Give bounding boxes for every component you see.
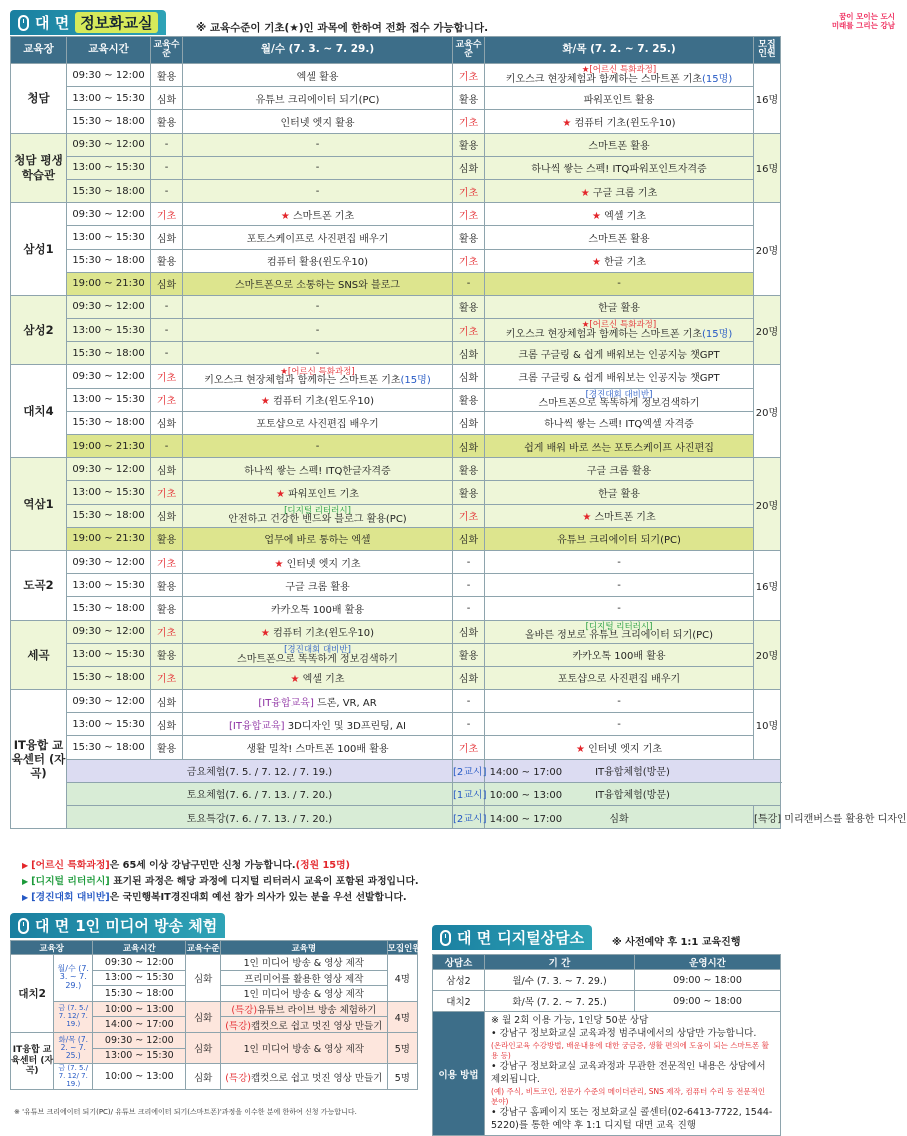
usage-text: ※ 월 2회 이용 가능, 1인당 50분 상담 • 강남구 정보화교실 교육과정 범주내에서의 상담만 가능합니다. (온라인교육 수강방법, 배운내용에 대한 궁금증, 생활 편의에 도움이 되는 스마트폰 활용 등) • 강남구 정보화교실 교육과정과 무관한 전문적인 내용은 상담에서 제외됩니다. (예) 주식, 비트코인, 전문가 수준의 메이더관리, SNS 제작, 컴퓨터 수리 등 전문적인 분야) • 강남구 홈페이지 또는 정보화교실 콜센터(02-6413-7722, 1544-5220)를 통한 예약 후 1:1 디지털 대면 교육 진행	[485, 1012, 781, 1136]
course-cell: -	[485, 597, 754, 620]
level-cell: 활용	[151, 597, 183, 620]
top-notice: ※ 교육수준이 기초(★)인 과목에 한하여 전화 접수 가능합니다.	[196, 22, 489, 34]
course-cell: ★ 구글 크롬 기초	[485, 179, 754, 202]
level-cell: 심화	[151, 87, 183, 110]
course-cell: [경진대회 대비반] 스마트폰으로 똑똑하게 정보검색하기	[183, 643, 453, 666]
level-cell: -	[453, 690, 485, 713]
course-cell: 컴퓨터 활용(윈도우10)	[183, 249, 453, 272]
time-cell: 13:00 ~ 15:30	[67, 574, 151, 597]
course-cell: 하나씩 쌓는 스펙! ITQ한글자격증	[183, 458, 453, 481]
time-cell: 09:30 ~ 12:00	[67, 133, 151, 156]
capacity-cell: 16명	[754, 133, 781, 203]
schedule-row: 금요체험(7. 5. / 7. 12. / 7. 19.) [2교시] 14:00 ~ 17:00 IT융합체험(방문)	[11, 759, 781, 782]
level-cell: 기초	[453, 319, 485, 342]
course-cell: 유튜브 크리에이터 되기(PC)	[485, 527, 754, 550]
course-cell: -	[485, 713, 754, 736]
capacity-cell: 20명	[754, 458, 781, 551]
col-level2: 교육수준	[453, 37, 485, 64]
course-cell: 포토샵으로 사진편집 배우기	[485, 666, 754, 689]
media-footnote: ※ '유튜브 크리에이터 되기(PC)/ 유튜브 크리에이터 되기(스마트폰)'과정을 이수한 분에 한하여 신청 가능합니다.	[14, 1108, 357, 1116]
time-cell: 13:00 ~ 15:30	[67, 481, 151, 504]
level-cell: 기초	[151, 388, 183, 411]
level-cell: 활용	[151, 527, 183, 550]
course-cell: 인터넷 엣지 활용	[183, 110, 453, 133]
time-cell: 15:30 ~ 18:00	[67, 249, 151, 272]
level-cell: 심화	[151, 504, 183, 527]
time-cell: 09:30 ~ 12:00	[67, 690, 151, 713]
badge-face: 대 면	[35, 14, 70, 32]
time-cell: 15:30 ~ 18:00	[67, 597, 151, 620]
course-cell: 하나씩 쌓는 스펙! ITQ파워포인트자격증	[485, 156, 754, 179]
course-cell: 크롬 구글링 & 쉽게 배워보는 인공지능 챗GPT	[485, 342, 754, 365]
level-cell: 기초	[453, 179, 485, 202]
level-cell: 활용	[151, 574, 183, 597]
level-cell: 활용	[453, 295, 485, 318]
schedule-row: 토요체험(7. 6. / 7. 13. / 7. 20.) [1교시] 10:00 ~ 13:00 IT융합체험(방문)	[11, 782, 781, 805]
time-cell: 13:00 ~ 15:30	[67, 713, 151, 736]
level-cell: -	[151, 435, 183, 458]
capacity-cell: 10명	[754, 690, 781, 760]
schedule-row: 토요특강(7. 6. / 7. 13. / 7. 20.) [2교시] 14:00 ~ 17:00 심화 [특강] 미리캔버스를 활용한 디자인	[11, 806, 781, 829]
course-cell: ★[어르신 특화과정] 키오스크 현장체험과 함께하는 스마트폰 기초(15명)	[485, 64, 754, 87]
level-cell: 심화	[151, 272, 183, 295]
course-cell: 카카오톡 100배 활용	[485, 643, 754, 666]
schedule-row	[11, 574, 781, 597]
course-cell: -	[183, 156, 453, 179]
level-cell: 활용	[453, 226, 485, 249]
level-cell: 기초	[453, 64, 485, 87]
level-cell: -	[453, 550, 485, 573]
level-cell: 심화	[453, 620, 485, 643]
time-cell: 13:00 ~ 15:30	[67, 319, 151, 342]
schedule-row	[11, 643, 781, 666]
level-cell: 활용	[453, 388, 485, 411]
main-section-badge	[10, 10, 166, 35]
schedule-row	[11, 110, 781, 133]
course-cell: 하나씩 쌓는 스펙! ITQ엑셀 자격증	[485, 411, 754, 434]
schedule-row	[11, 690, 781, 713]
level-cell: 심화	[151, 713, 183, 736]
capacity-cell: 20명	[754, 620, 781, 690]
media-table: 교육장 교육시간 교육수준 교육명 모집인원 대치2 월/수 (7. 3. ~ 7. 29.) 09:30 ~ 12:00 심화 1인 미디어 방송 & 영상 제작 4명 13:00 ~ 15:30 프리미어를 활용한 영상 제작 15:30 ~ 18:00 1인 미디어 방송 & 영상 제작 금 (7. 5./ 7. 12/ 7. 19.) 10:00 ~ 13:00 심화 (특강)유튜브 라이브 방송 체험하기 4명 14:00 ~ 17:00 (특강)캡컷으로 쉽고 멋진 영상 만들기 IT융합 교육센터 (자곡) 화/목 (7. 2. ~ 7. 25.) 09:30 ~ 12:00 심화 1인 미디어 방송 & 영상 제작 5명 13:00 ~ 15:30 금 (7. 5./ 7. 12/ 7. 19.) 10:00 ~ 13:00 심화 (특강)캡컷으로 쉽고 멋진 영상 만들기 5명	[10, 940, 418, 1090]
time-cell: 09:30 ~ 12:00	[67, 365, 151, 388]
time-cell: 15:30 ~ 18:00	[67, 110, 151, 133]
time-cell: 13:00 ~ 15:30	[67, 156, 151, 179]
time-cell: 09:30 ~ 12:00	[67, 64, 151, 87]
schedule-row	[11, 179, 781, 202]
course-cell: 엑셀 활용	[183, 64, 453, 87]
site-cell: 도곡2	[11, 550, 67, 620]
level-cell: 활용	[453, 643, 485, 666]
schedule-row	[11, 272, 781, 295]
course-cell: ★ 엑셀 기초	[485, 203, 754, 226]
schedule-row	[11, 481, 781, 504]
consult-section-badge: 대 면 디지털상담소	[432, 925, 592, 950]
schedule-row	[11, 64, 781, 87]
course-cell: 업무에 바로 통하는 엑셀	[183, 527, 453, 550]
course-cell: -	[183, 133, 453, 156]
col-tf: 화/목 (7. 2. ~ 7. 25.)	[485, 37, 754, 64]
level-cell: 심화	[151, 226, 183, 249]
media-site-itc: IT융합 교육센터 (자곡)	[11, 1032, 54, 1089]
schedule-row	[11, 435, 781, 458]
schedule-row	[11, 620, 781, 643]
course-cell: 구글 크롬 활용	[485, 458, 754, 481]
course-cell: -	[183, 435, 453, 458]
course-cell: ★ 스마트폰 기초	[183, 203, 453, 226]
time-cell: 15:30 ~ 18:00	[67, 736, 151, 759]
time-cell: 13:00 ~ 15:30	[67, 388, 151, 411]
level-cell: 심화	[453, 365, 485, 388]
schedule-row	[11, 504, 781, 527]
consult-note: ※ 사전예약 후 1:1 교육진행	[612, 937, 741, 948]
level-cell: -	[453, 713, 485, 736]
schedule-row	[11, 226, 781, 249]
course-cell: ★ 엑셀 기초	[183, 666, 453, 689]
level-cell: 기초	[151, 620, 183, 643]
schedule-row	[11, 666, 781, 689]
mouse-icon	[18, 918, 29, 934]
media-col-level: 교육수준	[186, 941, 221, 955]
schedule-row	[11, 156, 781, 179]
time-cell: 09:30 ~ 12:00	[67, 203, 151, 226]
level-cell: -	[151, 295, 183, 318]
note-literacy: ▶ [디지털 리터러시] 표기된 과정은 해당 과정에 디지털 리터러시 교육이 포함된 과정입니다.	[22, 876, 419, 887]
col-time: 교육시간	[67, 37, 151, 64]
level-cell: -	[453, 597, 485, 620]
time-cell: 09:30 ~ 12:00	[67, 458, 151, 481]
course-cell: -	[485, 690, 754, 713]
course-cell: -	[183, 179, 453, 202]
capacity-cell: 20명	[754, 203, 781, 296]
level-cell: 기초	[151, 481, 183, 504]
level-cell: 심화	[453, 527, 485, 550]
gangnam-logo: 꿈이 모이는 도시 미래를 그리는 강남	[831, 12, 895, 30]
course-cell: 카카오톡 100배 활용	[183, 597, 453, 620]
media-site-daechi2: 대치2	[11, 955, 54, 1033]
level-cell: -	[151, 133, 183, 156]
badge-title: 정보화교실	[75, 12, 157, 33]
col-mw: 월/수 (7. 3. ~ 7. 29.)	[183, 37, 453, 64]
level-cell: 활용	[453, 87, 485, 110]
course-cell: ★ 인터넷 엣지 기초	[183, 550, 453, 573]
media-section-badge: 대 면 1인 미디어 방송 체험	[10, 913, 225, 938]
level-cell: 기초	[453, 203, 485, 226]
schedule-row	[11, 713, 781, 736]
capacity-cell: 16명	[754, 64, 781, 134]
course-cell: [디지털 리터러시] 안전하고 건강한 밴드와 블로그 활용(PC)	[183, 504, 453, 527]
level-cell: -	[453, 272, 485, 295]
site-cell: 역삼1	[11, 458, 67, 551]
course-cell: [IT융합교육] 3D디자인 및 3D프린팅, AI	[183, 713, 453, 736]
site-cell: IT융합 교육센터 (자곡)	[11, 690, 67, 829]
level-cell: 기초	[453, 736, 485, 759]
schedule-row	[11, 87, 781, 110]
time-cell: 15:30 ~ 18:00	[67, 411, 151, 434]
schedule-row	[11, 388, 781, 411]
course-cell: ★ 컴퓨터 기초(윈도우10)	[183, 620, 453, 643]
level-cell: 심화	[453, 342, 485, 365]
note-contest: ▶ [경진대회 대비반]은 국민행복IT경진대회 예선 참가 의사가 있는 분을 우선 선발합니다.	[22, 892, 407, 903]
usage-label: 이용 방법	[433, 1012, 485, 1136]
col-level: 교육수준	[151, 37, 183, 64]
course-cell: ★ 인터넷 엣지 기초	[485, 736, 754, 759]
schedule-row	[11, 365, 781, 388]
course-cell: 구글 크롬 활용	[183, 574, 453, 597]
level-cell: -	[151, 342, 183, 365]
course-cell: ★ 파워포인트 기초	[183, 481, 453, 504]
course-cell: -	[183, 319, 453, 342]
level-cell: 기초	[453, 249, 485, 272]
course-cell: -	[485, 550, 754, 573]
capacity-cell: 20명	[754, 295, 781, 365]
schedule-row	[11, 550, 781, 573]
schedule-row	[11, 203, 781, 226]
level-cell: 활용	[151, 643, 183, 666]
site-cell: 청담	[11, 64, 67, 134]
level-cell: 기초	[151, 365, 183, 388]
course-cell: -	[485, 272, 754, 295]
level-cell: -	[151, 156, 183, 179]
course-cell: 스마트폰으로 소통하는 SNS와 블로그	[183, 272, 453, 295]
level-cell: 활용	[151, 736, 183, 759]
media-col-name: 교육명	[220, 941, 387, 955]
site-cell: 세곡	[11, 620, 67, 690]
course-cell: [IT융합교육] 드론, VR, AR	[183, 690, 453, 713]
level-cell: 활용	[151, 249, 183, 272]
course-cell: 한글 활용	[485, 481, 754, 504]
time-cell: 15:30 ~ 18:00	[67, 342, 151, 365]
time-cell: 09:30 ~ 12:00	[67, 295, 151, 318]
schedule-table	[10, 36, 907, 829]
schedule-row	[11, 527, 781, 550]
level-cell: 심화	[453, 435, 485, 458]
consult-table: 상담소 기 간 운영시간 삼성2 월/수 (7. 3. ~ 7. 29.) 09:00 ~ 18:00 대치2 화/목 (7. 2. ~ 7. 25.) 09:00 ~ 18:00 이용 방법 ※ 월 2회 이용 가능, 1인당 50분 상담 • 강남구 정보화교실 교육과정 범주내에서의 상담만 가능합니다. (온라인교육 수강방법, 배운내용에 대한 궁금증, 생활 편의에 도움이 되는 스마트폰 활용 등) • 강남구 정보화교실 교육과정과 무관한 전문적인 내용은 상담에서 제외됩니다. (예) 주식, 비트코인, 전문가 수준의 메이더관리, SNS 제작, 컴퓨터 수리 등 전문적인 분야) • 강남구 홈페이지 또는 정보화교실 콜센터(02-6413-7722, 1544-5220)를 통한 예약 후 1:1 디지털 대면 교육 진행	[432, 954, 781, 1136]
level-cell: 심화	[453, 666, 485, 689]
site-cell: 청담 평생 학습관	[11, 133, 67, 203]
time-cell: 13:00 ~ 15:30	[67, 87, 151, 110]
schedule-row	[11, 458, 781, 481]
schedule-row	[11, 133, 781, 156]
time-cell: 15:30 ~ 18:00	[67, 504, 151, 527]
course-cell: 포토샵으로 사진편집 배우기	[183, 411, 453, 434]
mouse-icon	[18, 15, 29, 31]
course-cell: [경진대회 대비반] 스마트폰으로 똑똑하게 정보검색하기	[485, 388, 754, 411]
time-cell: 19:00 ~ 21:30	[67, 272, 151, 295]
col-site: 교육장	[11, 37, 67, 64]
level-cell: 기초	[151, 666, 183, 689]
level-cell: 활용	[453, 458, 485, 481]
site-cell: 삼성2	[11, 295, 67, 365]
level-cell: 기초	[151, 550, 183, 573]
course-cell: 한글 활용	[485, 295, 754, 318]
time-cell: 13:00 ~ 15:30	[67, 643, 151, 666]
schedule-row	[11, 249, 781, 272]
course-cell: [디지털 리터러시] 올바른 정보로 유튜브 크리에이터 되기(PC)	[485, 620, 754, 643]
course-cell: 스마트폰 활용	[485, 226, 754, 249]
note-senior: ▶ [어르신 특화과정]은 65세 이상 강남구민만 신청 가능합니다.(정원 15명)	[22, 860, 351, 871]
level-cell: -	[151, 319, 183, 342]
level-cell: 기초	[453, 504, 485, 527]
level-cell: 활용	[151, 64, 183, 87]
col-cap: 모집인원	[754, 37, 781, 64]
level-cell: 심화	[453, 156, 485, 179]
time-cell: 13:00 ~ 15:30	[67, 226, 151, 249]
course-cell: 유튜브 크리에이터 되기(PC)	[183, 87, 453, 110]
mouse-icon	[440, 930, 451, 946]
time-cell: 09:30 ~ 12:00	[67, 620, 151, 643]
course-cell: ★ 컴퓨터 기초(윈도우10)	[183, 388, 453, 411]
level-cell: 심화	[453, 411, 485, 434]
level-cell: -	[151, 179, 183, 202]
capacity-cell: 16명	[754, 550, 781, 620]
course-cell: -	[183, 342, 453, 365]
site-cell: 삼성1	[11, 203, 67, 296]
course-cell: ★ 스마트폰 기초	[485, 504, 754, 527]
course-cell: -	[485, 574, 754, 597]
course-cell: ★[어르신 특화과정] 키오스크 현장체험과 함께하는 스마트폰 기초(15명)	[183, 365, 453, 388]
schedule-row	[11, 736, 781, 759]
level-cell: 활용	[151, 110, 183, 133]
time-cell: 19:00 ~ 21:30	[67, 527, 151, 550]
course-cell: ★[어르신 특화과정] 키오스크 현장체험과 함께하는 스마트폰 기초(15명)	[485, 319, 754, 342]
level-cell: 활용	[453, 481, 485, 504]
level-cell: 심화	[151, 458, 183, 481]
media-col-time: 교육시간	[93, 941, 186, 955]
course-cell: 포토스케이프로 사진편집 배우기	[183, 226, 453, 249]
media-col-cap: 모집인원	[387, 941, 417, 955]
level-cell: 심화	[151, 411, 183, 434]
course-cell: 생활 밀착! 스마트폰 100배 활용	[183, 736, 453, 759]
time-cell: 09:30 ~ 12:00	[67, 550, 151, 573]
schedule-row	[11, 411, 781, 434]
course-cell: 스마트폰 활용	[485, 133, 754, 156]
course-cell: ★ 한글 기초	[485, 249, 754, 272]
time-cell: 19:00 ~ 21:30	[67, 435, 151, 458]
course-cell: 크롬 구글링 & 쉽게 배워보는 인공지능 챗GPT	[485, 365, 754, 388]
schedule-row	[11, 597, 781, 620]
level-cell: 활용	[453, 133, 485, 156]
schedule-row	[11, 342, 781, 365]
level-cell: 기초	[151, 203, 183, 226]
level-cell: 심화	[151, 690, 183, 713]
capacity-cell: 20명	[754, 365, 781, 458]
course-cell: ★ 컴퓨터 기초(윈도우10)	[485, 110, 754, 133]
media-col-site: 교육장	[11, 941, 93, 955]
level-cell: 기초	[453, 110, 485, 133]
time-cell: 15:30 ~ 18:00	[67, 179, 151, 202]
site-cell: 대치4	[11, 365, 67, 458]
schedule-row	[11, 319, 781, 342]
course-cell: -	[183, 295, 453, 318]
time-cell: 15:30 ~ 18:00	[67, 666, 151, 689]
course-cell: 쉽게 배워 바로 쓰는 포토스케이프 사진편집	[485, 435, 754, 458]
schedule-row	[11, 295, 781, 318]
level-cell: -	[453, 574, 485, 597]
course-cell: 파워포인트 활용	[485, 87, 754, 110]
legend-notes	[22, 858, 419, 906]
